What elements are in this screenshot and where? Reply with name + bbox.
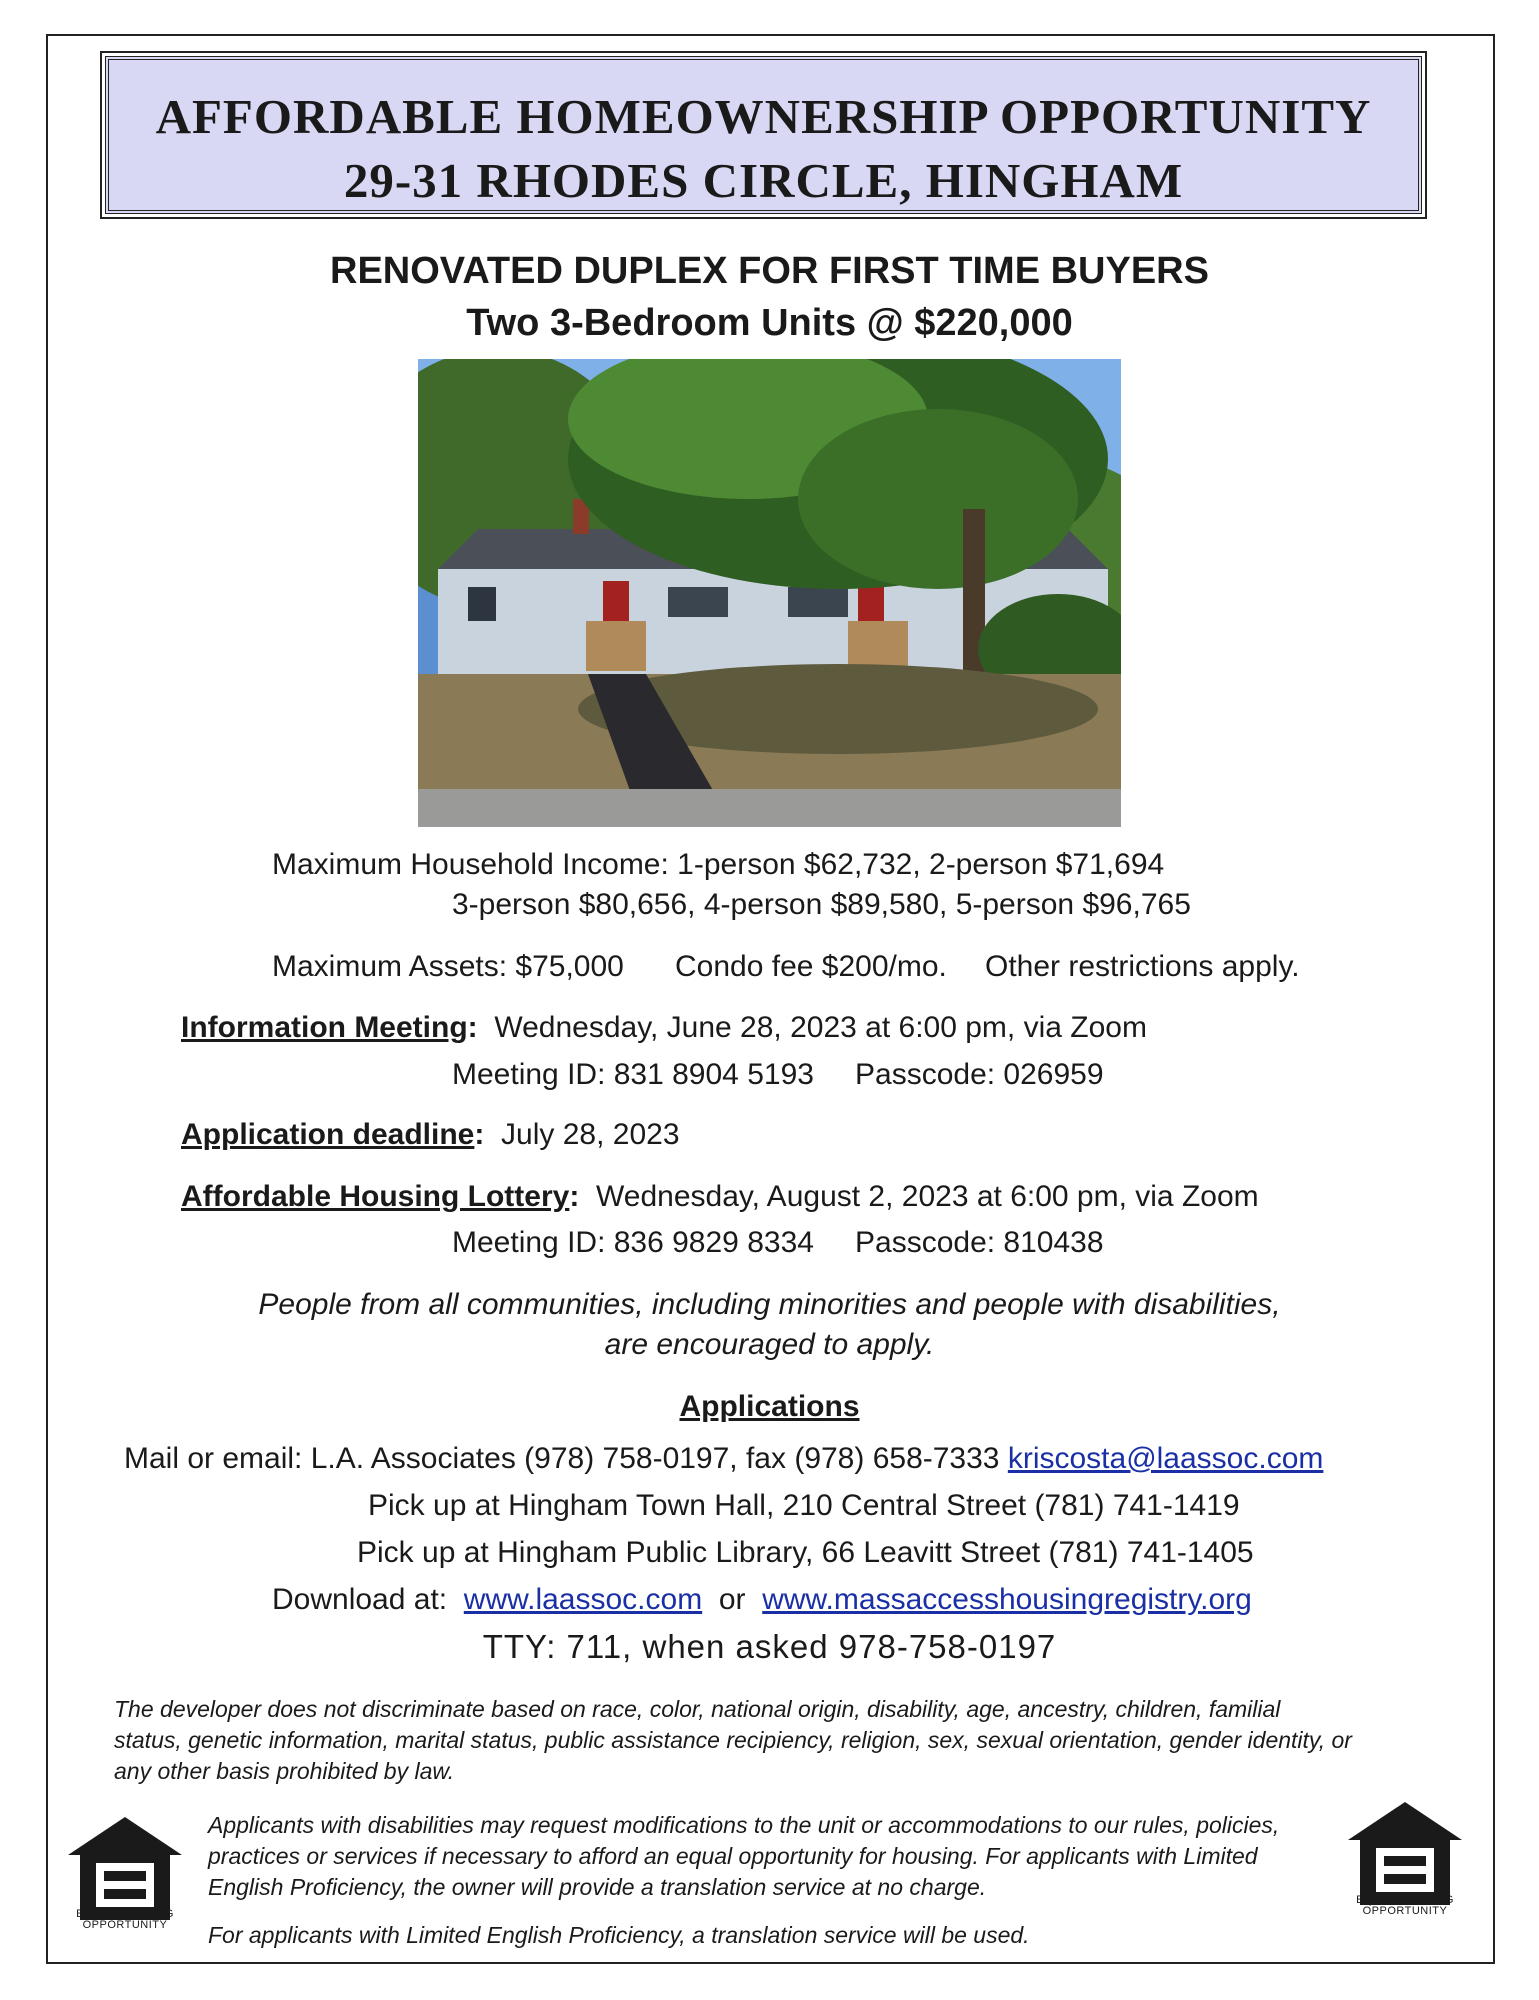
- laassoc-link[interactable]: www.laassoc.com: [463, 1583, 703, 1616]
- lottery-line: [181, 1180, 1259, 1214]
- banner-address: 29-31 RHODES CIRCLE, HINGHAM: [343, 153, 1184, 208]
- equal-housing-label-left: [60, 1909, 190, 1931]
- nondiscrimination-disclaimer: The developer does not discriminate based on race, color, national origin, disability, age, ancestry, children, familial status, genetic information, marital status, public assistance recipiency, religion, sex, sexual orientation, gender identity, or any other basis prohibited by law.: [114, 1696, 1352, 1784]
- info-meeting-passcode: Passcode: 026959: [855, 1058, 1104, 1091]
- deadline-details: July 28, 2023: [501, 1118, 680, 1151]
- download-line: [272, 1583, 1252, 1617]
- other-restrictions: Other restrictions apply.: [985, 950, 1300, 983]
- info-meeting-details: Wednesday, June 28, 2023 at 6:00 pm, via Zoom: [494, 1011, 1147, 1044]
- info-meeting-id: Meeting ID: 831 8904 5193: [452, 1058, 814, 1091]
- info-meeting-colon: :: [467, 1011, 478, 1044]
- library-pickup: Pick up at Hingham Public Library, 66 Leavitt Street (781) 741-1405: [357, 1536, 1254, 1569]
- tty-line: TTY: 711, when asked 978-758-0197: [482, 1628, 1057, 1665]
- lottery-passcode: Passcode: 810438: [855, 1226, 1104, 1259]
- accommodations-notice: Applicants with disabilities may request modifications to the unit or accommodations to our rules, policies, practices or services if necessary to afford an equal opportunity for housing. For applicants with Limited English Proficiency, the owner will provide a translation service at no charge.: [208, 1812, 1280, 1900]
- deadline-colon: :: [474, 1118, 485, 1151]
- condo-fee: Condo fee $200/mo.: [675, 950, 947, 983]
- max-assets: Maximum Assets: $75,000: [272, 950, 624, 983]
- lottery-colon: :: [569, 1180, 580, 1213]
- logo-right-line-1: EQUAL HOUSING: [1356, 1894, 1454, 1906]
- house-photo: [418, 359, 1121, 827]
- lottery-details: Wednesday, August 2, 2023 at 6:00 pm, via Zoom: [596, 1180, 1259, 1213]
- banner-title: AFFORDABLE HOMEOWNERSHIP OPPORTUNITY: [155, 89, 1372, 144]
- translation-notice: For applicants with Limited English Proficiency, a translation service will be used.: [208, 1922, 1030, 1948]
- subheading-duplex: RENOVATED DUPLEX FOR FIRST TIME BUYERS: [330, 250, 1209, 292]
- info-meeting-line: [181, 1011, 1147, 1045]
- subheading-units-price: Two 3-Bedroom Units @ $220,000: [466, 302, 1073, 344]
- registry-link[interactable]: www.massaccesshousingregistry.org: [762, 1583, 1252, 1616]
- or-text: or: [718, 1583, 746, 1616]
- lottery-meeting-id: Meeting ID: 836 9829 8334: [452, 1226, 814, 1259]
- encourage-line-1: People from all communities, including minorities and people with disabilities,: [258, 1288, 1281, 1321]
- lottery-label: Affordable Housing Lottery: [181, 1180, 570, 1213]
- deadline-line: [181, 1118, 680, 1152]
- encourage-line-2: are encouraged to apply.: [604, 1328, 935, 1361]
- mail-email-contact: Mail or email: L.A. Associates (978) 758-0197, fax (978) 658-7333: [124, 1442, 1000, 1475]
- equal-housing-label-right: [1340, 1895, 1470, 1917]
- applications-heading: Applications: [679, 1390, 860, 1423]
- house-photo-illustration: [418, 359, 1121, 827]
- income-line-1: Maximum Household Income: 1-person $62,732, 2-person $71,694: [272, 848, 1165, 881]
- income-line-2: 3-person $80,656, 4-person $89,580, 5-person $96,765: [452, 888, 1191, 921]
- logo-right-line-2: OPPORTUNITY: [1362, 1905, 1448, 1917]
- download-label: Download at:: [272, 1583, 448, 1616]
- logo-left-line-1: EQUAL HOUSING: [76, 1908, 174, 1920]
- email-link[interactable]: kriscosta@laassoc.com: [1007, 1442, 1324, 1475]
- title-banner: [105, 56, 1422, 214]
- logo-left-line-2: OPPORTUNITY: [82, 1919, 168, 1931]
- town-hall-pickup: Pick up at Hingham Town Hall, 210 Central Street (781) 741-1419: [368, 1489, 1240, 1522]
- info-meeting-label: Information Meeting: [181, 1011, 468, 1044]
- deadline-label: Application deadline: [181, 1118, 475, 1151]
- mail-email-line: [124, 1442, 1323, 1476]
